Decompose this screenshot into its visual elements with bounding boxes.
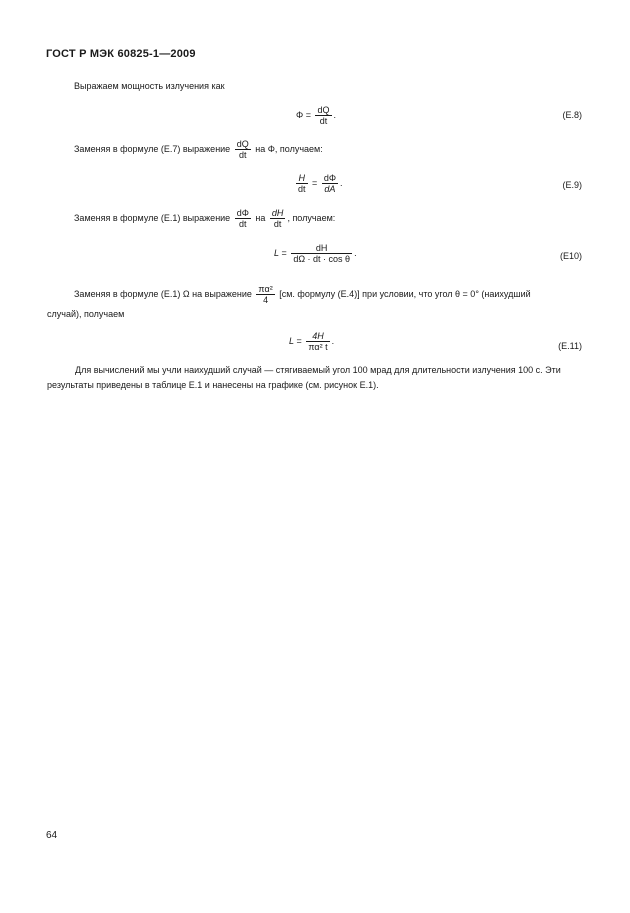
- paragraph-radiant-power: Выражаем мощность излучения как: [74, 81, 225, 91]
- formula-e8-fraction: $\frac{dQ}{dt}$: [317, 105, 330, 126]
- document-header: ГОСТ Р МЭК 60825-1—2009: [46, 48, 196, 60]
- formula-e11: L = $\frac{4H}{\text{πα² t}}$ .: [289, 331, 335, 352]
- equation-number-e10: (E10): [559, 251, 582, 261]
- equation-number-e11: (E.11): [558, 341, 582, 351]
- paragraph-substitution-omega-line2: случай), получаем: [47, 309, 125, 319]
- formula-e11-fraction: $\frac{4H}{\text{πα² t}}$: [308, 331, 328, 352]
- paragraph-worst-case: Для вычислений мы учли наихудший случай — стягиваемый угол 100 мрад для длительности излучения 100 с. Эти результаты приведены в таблице Е.1 и нанесены на графике (см. рисунок Е.1).: [47, 365, 561, 390]
- formula-e9-lhs-fraction: $\frac{H}{dt}$: [298, 173, 306, 194]
- equation-number-e8: (E.8): [562, 110, 582, 120]
- p3-fraction-1: $\frac{d\Phi}{dt}$: [236, 208, 249, 229]
- p4-fraction: $\frac{\text{πα²}}{4}$: [258, 284, 273, 305]
- formula-e8: Φ = $\frac{dQ}{dt}$ .: [296, 105, 337, 126]
- paragraph-substitution-e1: Заменяя в формуле (Е.1) выражение $\frac{d\Phi}{dt}$ на $\frac{dH}{dt}$ , получаем:: [74, 208, 336, 229]
- equation-number-e9: (E.9): [562, 180, 582, 190]
- paragraph-substitution-e7: Заменяя в формуле (Е.7) выражение $\frac{dQ}{dt}$ на Φ, получаем:: [74, 139, 323, 160]
- formula-e10: L = $\frac{dH}{\text{dΩ · dt · cos θ}}$ .: [274, 243, 357, 264]
- formula-e9: $\frac{H}{dt}$ = $\frac{d\Phi}{dA}$ .: [298, 173, 343, 194]
- formula-e10-fraction: $\frac{dH}{\text{dΩ · dt · cos θ}}$: [293, 243, 351, 264]
- paragraph-substitution-omega: Заменяя в формуле (Е.1) Ω на выражение $\frac{\text{πα²}}{4}$ [см. формулу (Е.4)] при условии, что угол θ = 0° (наихудший: [74, 284, 531, 305]
- p2-fraction: $\frac{dQ}{dt}$: [236, 139, 249, 160]
- formula-e9-rhs-fraction: $\frac{d\Phi}{dA}$: [323, 173, 336, 194]
- formula-e8-eq: =: [305, 109, 311, 120]
- page-number: 64: [46, 830, 58, 841]
- formula-e8-lhs: Φ: [296, 109, 304, 120]
- p3-fraction-2: $\frac{dH}{dt}$: [271, 208, 284, 229]
